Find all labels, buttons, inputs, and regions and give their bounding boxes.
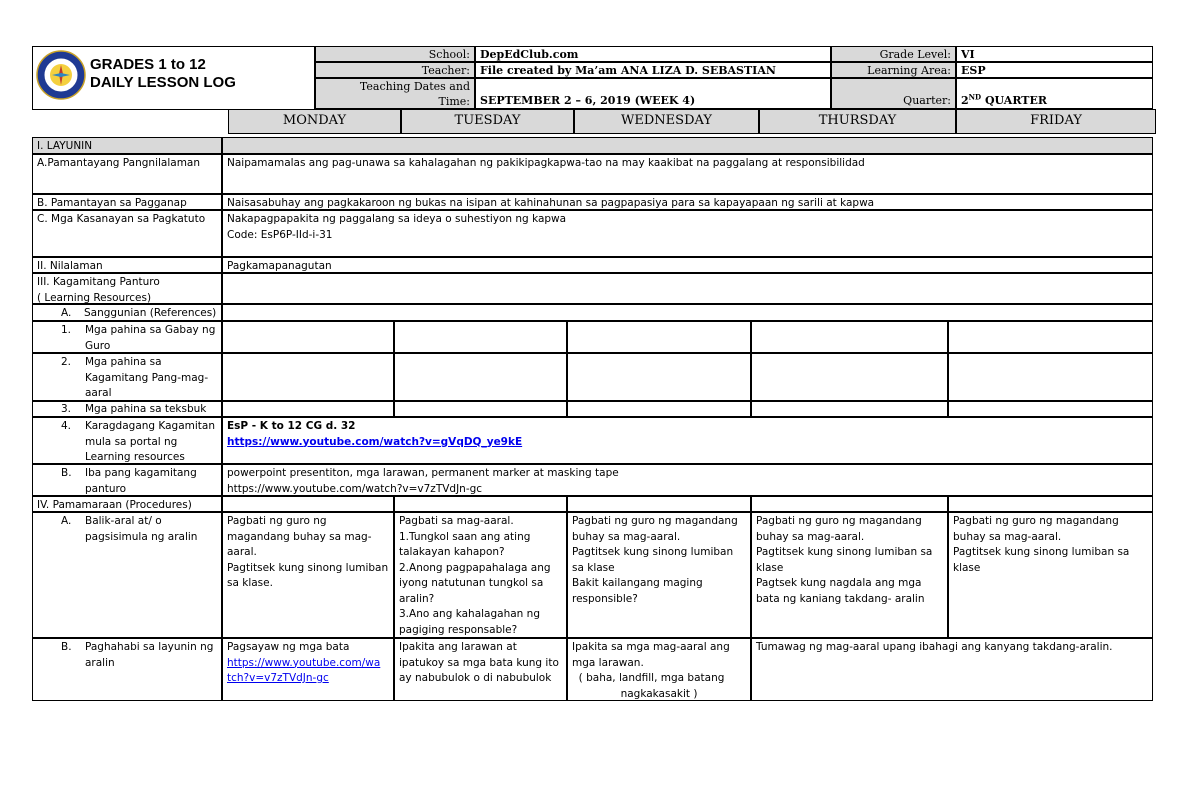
quarter-label-text: Quarter: bbox=[903, 94, 951, 107]
pb-tue bbox=[394, 638, 567, 701]
page-title-line1: GRADES 1 to 12 bbox=[90, 56, 206, 73]
row-c-value-line1: Nakapagpapakita ng paggalang sa ideya o suhestiyon ng kapwa bbox=[227, 213, 567, 225]
quarter-value bbox=[956, 78, 1153, 109]
pa-tue-line: 2.Anong pagpapahalaga ang bbox=[399, 561, 551, 574]
pa-mon bbox=[222, 512, 394, 638]
pb-tue-line: Ipakita ang larawan at bbox=[399, 641, 517, 653]
pb-thu-fri: Tumawag ng mag-aaral upang ibahagi ang kanyang takdang-aralin. bbox=[751, 638, 1153, 701]
pb-mon-text: Pagsayaw ng mga bata bbox=[227, 641, 350, 653]
quarter-word: QUARTER bbox=[981, 94, 1047, 107]
bi-letter: B. bbox=[61, 467, 72, 479]
pa-mon-line: sa klase. bbox=[227, 577, 273, 589]
pa-thu bbox=[751, 512, 948, 638]
grade-value: VI bbox=[956, 46, 1153, 62]
pb-wed-line: nagkakasakit ) bbox=[620, 687, 698, 700]
sanggunian-letter: A. bbox=[61, 307, 72, 319]
row-pb-label bbox=[32, 638, 222, 701]
pa-tue-line: pagiging responsable? bbox=[399, 623, 518, 636]
pa-thu-line: bata ng kaniang takdang- aralin bbox=[756, 592, 925, 605]
row-c-label: C. Mga Kasanayan sa Pagkatuto bbox=[32, 210, 222, 257]
pa-thu-line: buhay sa mag-aaral. bbox=[756, 530, 865, 543]
pa-tue-line: 3.Ano ang kahalagahan ng bbox=[399, 608, 540, 620]
pa-fri bbox=[948, 512, 1153, 638]
pb-mon bbox=[222, 638, 394, 701]
pa-wed-line: Pagbati ng guro ng magandang bbox=[572, 515, 738, 527]
quarter-label bbox=[831, 78, 956, 109]
r2-wed bbox=[567, 353, 751, 401]
day-wednesday: WEDNESDAY bbox=[574, 109, 759, 134]
r2-mon bbox=[222, 353, 394, 401]
pa-tue-line: 1.Tungkol saan ang ating bbox=[399, 530, 531, 543]
pa-fri-line: buhay sa mag-aaral. bbox=[953, 530, 1062, 543]
pb-mon-youtube-link[interactable]: https://www.youtube.com/wa bbox=[227, 656, 381, 669]
row-nilalaman-value: Pagkamapanagutan bbox=[222, 257, 1153, 273]
row-r4-value bbox=[222, 417, 1153, 464]
quarter-number: 2 bbox=[961, 94, 969, 107]
r4-curriculum-guide: EsP - K to 12 CG d. 32 bbox=[227, 420, 356, 432]
r4-number: 4. bbox=[61, 420, 72, 432]
pa-line2: pagsisimula ng aralin bbox=[85, 530, 198, 543]
pa-fri-line: klase bbox=[953, 561, 981, 574]
r1-thu bbox=[751, 321, 948, 353]
area-value: ESP bbox=[956, 62, 1153, 78]
pa-mon-line: aaral. bbox=[227, 546, 257, 558]
pa-wed-line: responsible? bbox=[572, 592, 638, 605]
day-monday: MONDAY bbox=[228, 109, 401, 134]
pa-wed-line: Bakit kailangang maging bbox=[572, 577, 703, 589]
r1-wed bbox=[567, 321, 751, 353]
teacher-value: File created by Ma’am ANA LIZA D. SEBASTIAN bbox=[475, 62, 831, 78]
pb-wed-line: ( baha, landfill, mga batang bbox=[572, 672, 725, 684]
row-c-value-code: Code: EsP6P-IId-i-31 bbox=[227, 228, 333, 241]
r2-tue bbox=[394, 353, 567, 401]
bi-line2: panturo bbox=[85, 482, 127, 495]
pa-wed-line: Pagtitsek kung sinong lumiban bbox=[572, 546, 734, 558]
teacher-label: Teacher: bbox=[315, 62, 475, 78]
area-label: Learning Area: bbox=[831, 62, 956, 78]
pamamaraan-fri bbox=[948, 496, 1153, 512]
pb-wed bbox=[567, 638, 751, 701]
row-b-label: B. Pamantayan sa Pagganap bbox=[32, 194, 222, 210]
dates-label-line1: Teaching Dates and bbox=[359, 80, 470, 93]
r1-fri bbox=[948, 321, 1153, 353]
deped-seal-logo bbox=[36, 50, 86, 100]
row-a-label: A.Pamantayang Pangnilalaman bbox=[32, 154, 222, 194]
pa-thu-line: Pagbati ng guro ng magandang bbox=[756, 515, 922, 527]
row-c-value bbox=[222, 210, 1153, 257]
row-a-value: Naipamamalas ang pag-unawa sa kahalagahan ng pakikipagkapwa-tao na may kaakibat na paggalang at responsibilidad bbox=[222, 154, 1153, 194]
pa-thu-line: klase bbox=[756, 561, 784, 574]
r3-number: 3. bbox=[61, 403, 72, 415]
bi-youtube-url: https://www.youtube.com/watch?v=v7zTVdJn-gc bbox=[227, 482, 483, 495]
row-nilalaman-label: II. Nilalaman bbox=[32, 257, 222, 273]
pamamaraan-tue bbox=[394, 496, 567, 512]
row-r2-label bbox=[32, 353, 222, 401]
pa-tue-line: aralin? bbox=[399, 592, 435, 605]
pb-tue-line: ipatukoy sa mga bata kung ito bbox=[399, 656, 559, 669]
dates-value bbox=[475, 78, 831, 109]
r2-line1: Mga pahina sa bbox=[85, 356, 162, 368]
row-sanggunian-label bbox=[32, 304, 222, 321]
dates-label bbox=[315, 78, 475, 109]
pa-mon-line: Pagbati ng guro ng bbox=[227, 515, 327, 527]
r4-line1: Karagdagang Kagamitan bbox=[85, 420, 215, 432]
section-layunin-fill bbox=[222, 137, 1153, 154]
pa-tue-line: Pagbati sa mag-aaral. bbox=[399, 515, 514, 527]
pa-mon-line: magandang buhay sa mag- bbox=[227, 530, 372, 543]
pa-mon-line: Pagtitsek kung sinong lumiban bbox=[227, 561, 389, 574]
row-r3-label bbox=[32, 401, 222, 417]
r2-line2: Kagamitang Pang-mag- bbox=[85, 371, 209, 384]
pa-tue-line: talakayan kahapon? bbox=[399, 546, 505, 558]
r2-number: 2. bbox=[61, 356, 72, 368]
pa-wed bbox=[567, 512, 751, 638]
pamamaraan-mon bbox=[222, 496, 394, 512]
pa-fri-line: Pagtitsek kung sinong lumiban sa bbox=[953, 546, 1130, 558]
r2-fri bbox=[948, 353, 1153, 401]
r3-mon bbox=[222, 401, 394, 417]
dates-value-text: SEPTEMBER 2 – 6, 2019 (WEEK 4) bbox=[480, 94, 696, 107]
row-r4-label bbox=[32, 417, 222, 464]
pa-letter: A. bbox=[61, 515, 72, 527]
pa-wed-line: buhay sa mag-aaral. bbox=[572, 530, 681, 543]
r3-line1: Mga pahina sa teksbuk bbox=[85, 403, 207, 415]
r2-line3: aaral bbox=[85, 387, 112, 399]
r3-wed bbox=[567, 401, 751, 417]
pb-line2: aralin bbox=[85, 656, 115, 669]
r1-number: 1. bbox=[61, 324, 72, 336]
pb-wed-line: mga larawan. bbox=[572, 656, 644, 669]
pamamaraan-thu bbox=[751, 496, 948, 512]
row-kagamitan-line1: III. Kagamitang Panturo bbox=[37, 276, 160, 288]
day-thursday: THURSDAY bbox=[759, 109, 956, 134]
page-title-line2: DAILY LESSON LOG bbox=[90, 74, 236, 91]
pa-line1: Balik-aral at/ o bbox=[85, 515, 162, 527]
day-friday: FRIDAY bbox=[956, 109, 1156, 134]
quarter-suffix: ND bbox=[968, 92, 982, 102]
row-r1-label bbox=[32, 321, 222, 353]
r1-line2: Guro bbox=[85, 339, 111, 352]
r1-line1: Mga pahina sa Gabay ng bbox=[85, 324, 216, 336]
r4-youtube-link[interactable]: https://www.youtube.com/watch?v=gVqDQ_ye9kE bbox=[227, 435, 523, 448]
r2-thu bbox=[751, 353, 948, 401]
row-sanggunian-value bbox=[222, 304, 1153, 321]
section-pamamaraan: IV. Pamamaraan (Procedures) bbox=[32, 496, 222, 512]
sanggunian-text: Sanggunian (References) bbox=[84, 307, 217, 319]
pa-wed-line: sa klase bbox=[572, 561, 615, 574]
row-bi-label bbox=[32, 464, 222, 496]
row-pa-label bbox=[32, 512, 222, 638]
pamamaraan-wed bbox=[567, 496, 751, 512]
pb-wed-line: Ipakita sa mga mag-aaral ang bbox=[572, 641, 730, 653]
row-kagamitan-line2: ( Learning Resources) bbox=[37, 291, 152, 304]
pb-mon-youtube-link-cont[interactable]: tch?v=v7zTVdJn-gc bbox=[227, 672, 329, 684]
r1-tue bbox=[394, 321, 567, 353]
r4-line3: Learning resources bbox=[85, 451, 185, 463]
row-kagamitan-value bbox=[222, 273, 1153, 304]
r3-tue bbox=[394, 401, 567, 417]
pa-tue-line: iyong natutunan tungkol sa bbox=[399, 577, 544, 589]
r1-mon bbox=[222, 321, 394, 353]
day-tuesday: TUESDAY bbox=[401, 109, 574, 134]
row-b-value: Naisasabuhay ang pagkakaroon ng bukas na isipan at kahinahunan sa pagpapasiya para sa kapayapaan ng sarili at kapwa bbox=[222, 194, 1153, 210]
r4-line2: mula sa portal ng bbox=[85, 435, 178, 448]
school-label: School: bbox=[315, 46, 475, 62]
row-kagamitan-label bbox=[32, 273, 222, 304]
pa-thu-line: Pagtsek kung nagdala ang mga bbox=[756, 577, 922, 589]
pb-letter: B. bbox=[61, 641, 72, 653]
school-value: DepEdClub.com bbox=[475, 46, 831, 62]
r3-fri bbox=[948, 401, 1153, 417]
pb-line1: Paghahabi sa layunin ng bbox=[85, 641, 214, 653]
pa-tue bbox=[394, 512, 567, 638]
bi-materials: powerpoint presentiton, mga larawan, permanent marker at masking tape bbox=[227, 467, 619, 479]
section-layunin: I. LAYUNIN bbox=[32, 137, 222, 154]
pa-fri-line: Pagbati ng guro ng magandang bbox=[953, 515, 1119, 527]
pb-tue-line: ay nabubulok o di nabubulok bbox=[399, 672, 552, 684]
r3-thu bbox=[751, 401, 948, 417]
grade-label: Grade Level: bbox=[831, 46, 956, 62]
dates-label-line2: Time: bbox=[438, 95, 470, 108]
bi-line1: Iba pang kagamitang bbox=[85, 467, 197, 479]
row-bi-value bbox=[222, 464, 1153, 496]
pa-thu-line: Pagtitsek kung sinong lumiban sa bbox=[756, 546, 933, 558]
